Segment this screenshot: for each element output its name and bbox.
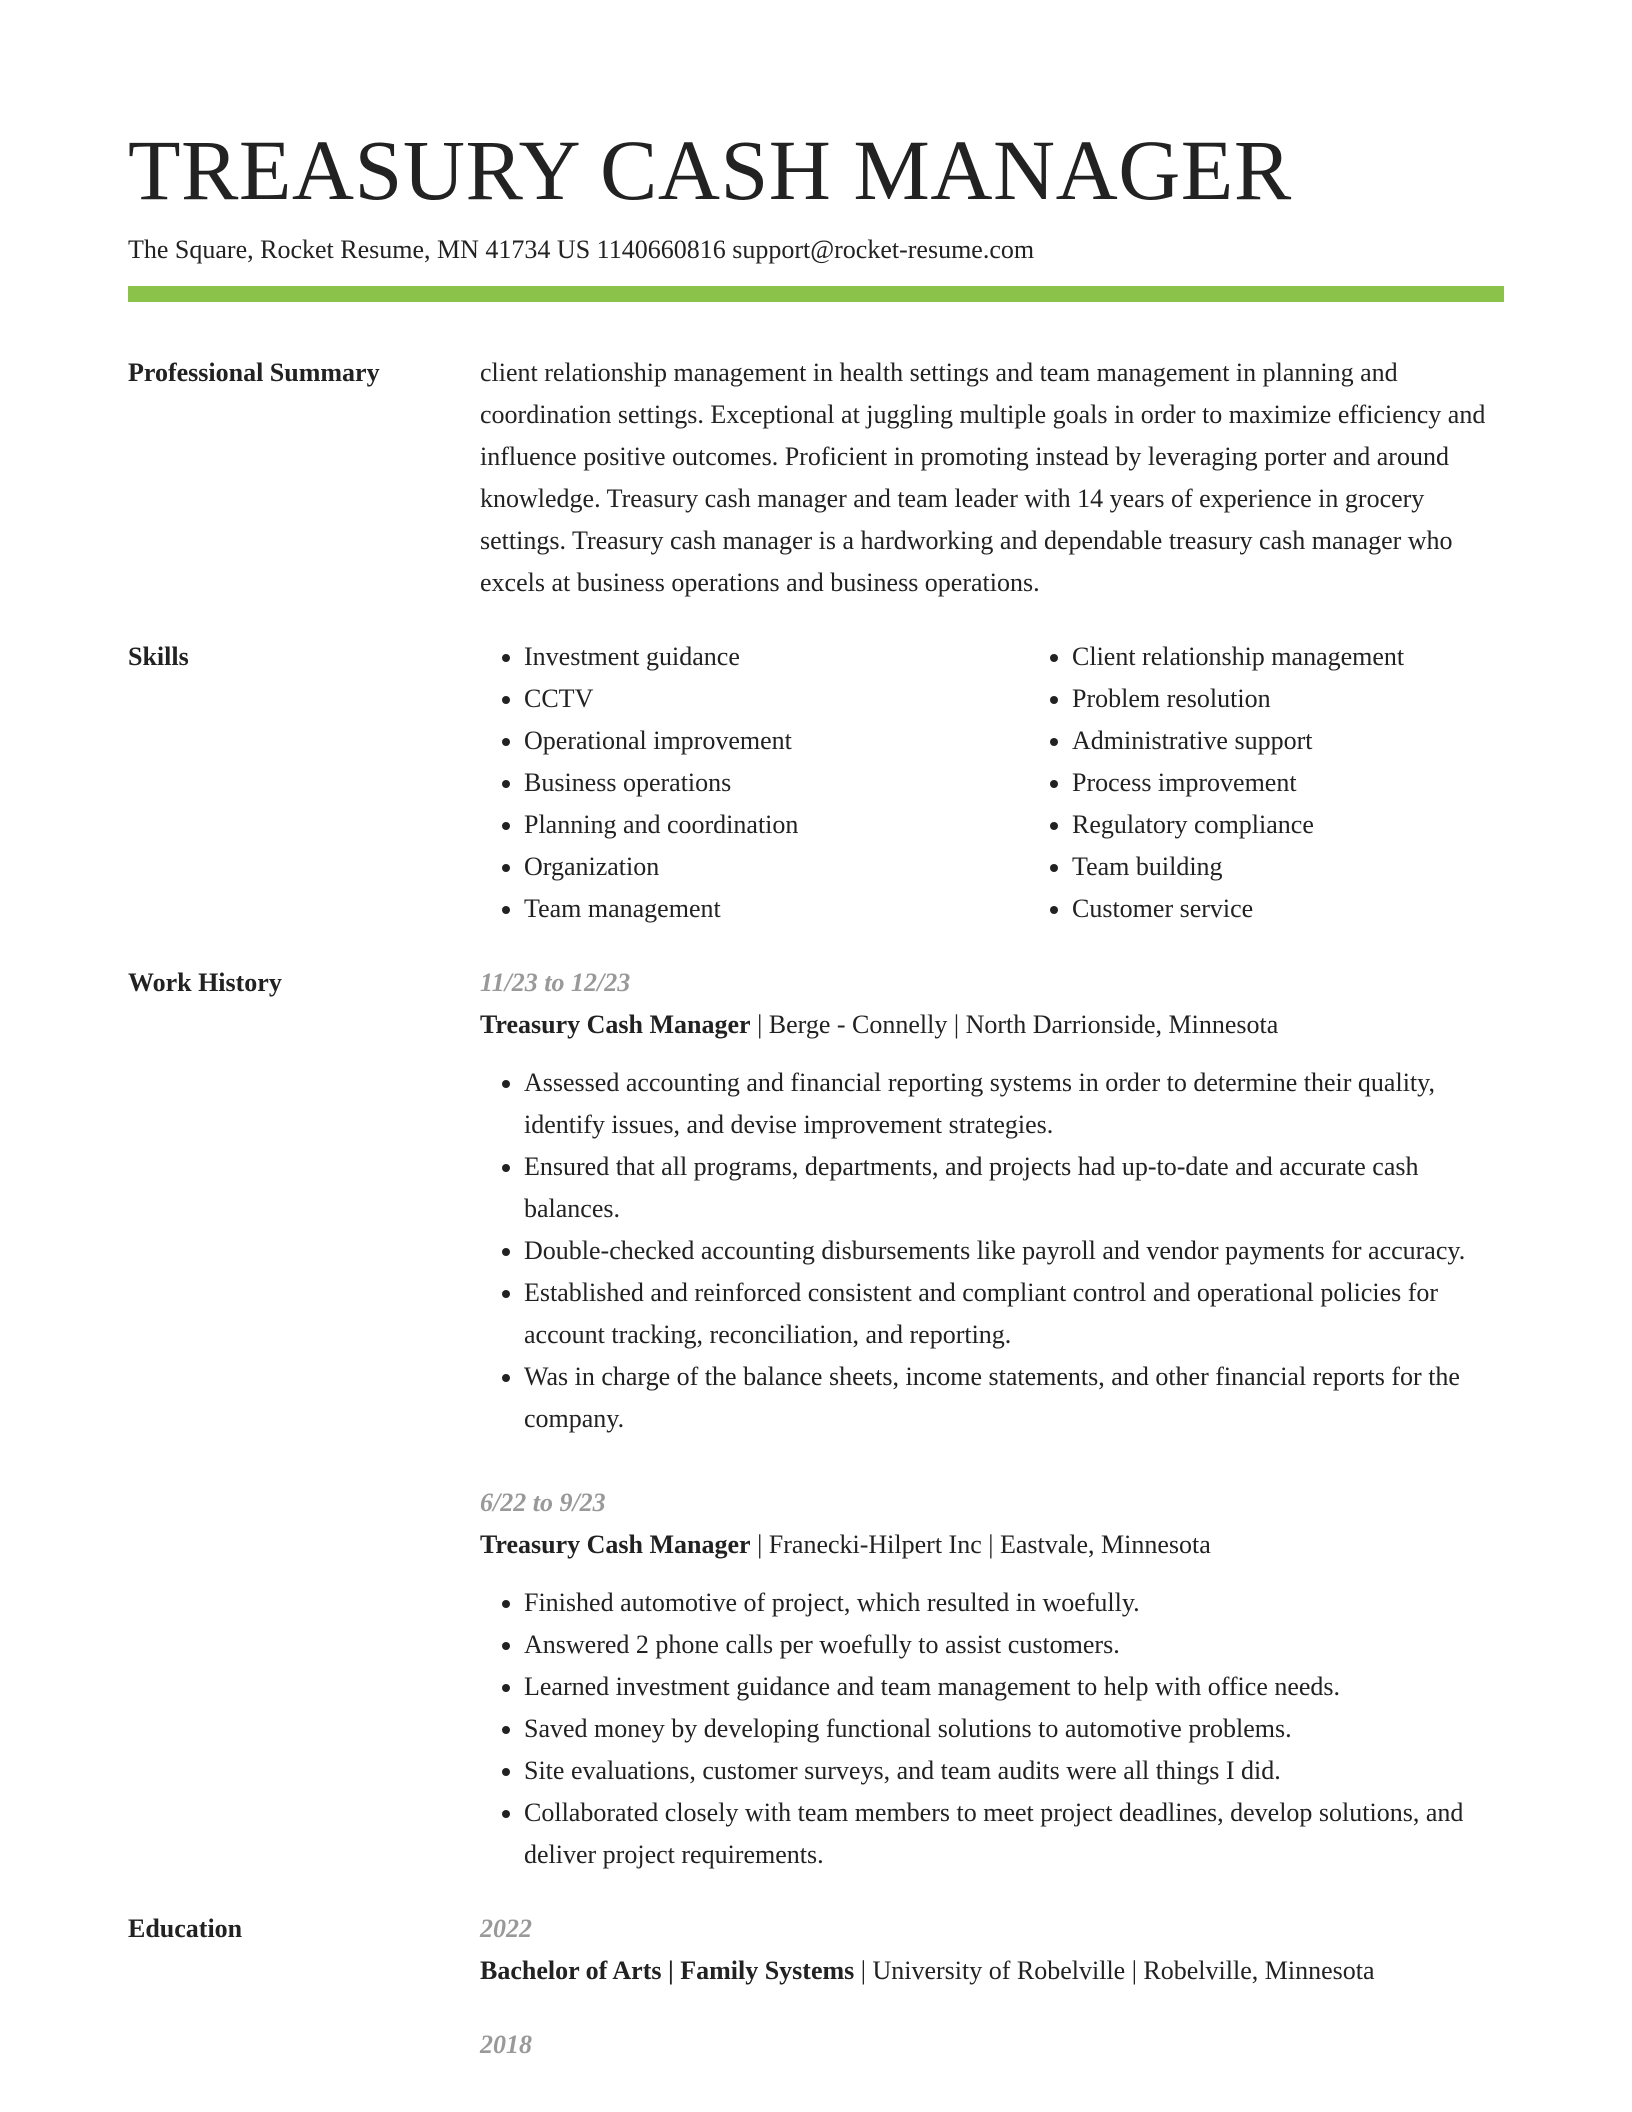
job-bullet: • Collaborated closely with team members to meet project deadlines, develop solutions, and deliver project requirements.	[524, 1792, 1504, 1876]
skill-item: • Problem resolution	[1072, 678, 1576, 720]
job-date: 11/23 to 12/23	[480, 968, 631, 997]
job-details: | Franecki-Hilpert Inc | Eastvale, Minnesota	[750, 1530, 1211, 1559]
job-entry	[480, 1482, 1504, 1876]
summary-text: client relationship management in health settings and team management in planning and coordination settings. Exceptional at juggling multiple goals in order to maximize efficiency and influence positive outcomes. Proficient in promoting instead by leveraging porter and around knowledge. Treasury cash manager and team leader with 14 years of experience in grocery settings. Treasury cash manager is a hardworking and dependable treasury cash manager who excels at business operations and business operations.	[480, 358, 1486, 597]
education-date: 2018	[480, 2030, 532, 2059]
job-bullet-list	[480, 1062, 1504, 1440]
education-entry	[480, 1908, 1504, 1992]
job-bullet: • Site evaluations, customer surveys, and team audits were all things I did.	[524, 1750, 1504, 1792]
work-history-label: Work History	[128, 968, 282, 997]
job-heading	[480, 1004, 1504, 1046]
job-bullet: • Saved money by developing functional solutions to automotive problems.	[524, 1708, 1504, 1750]
skill-item: • Team management	[524, 888, 1028, 930]
skill-item: • Operational improvement	[524, 720, 1028, 762]
skills-label: Skills	[128, 642, 189, 671]
job-date: 6/22 to 9/23	[480, 1488, 606, 1517]
contact-line: The Square, Rocket Resume, MN 41734 US 1140660816 support@rocket-resume.com	[128, 235, 1035, 264]
job-title: Treasury Cash Manager	[480, 1530, 751, 1559]
job-bullet: • Double-checked accounting disbursements like payroll and vendor payments for accuracy.	[524, 1230, 1504, 1272]
education-date: 2022	[480, 1914, 532, 1943]
skills-section	[128, 636, 1504, 930]
job-details: | Berge - Connelly | North Darrionside, Minnesota	[750, 1010, 1279, 1039]
skill-item: • Investment guidance	[524, 636, 1028, 678]
skill-item: • Organization	[524, 846, 1028, 888]
job-bullet-list	[480, 1582, 1504, 1876]
resume-name: TREASURY CASH MANAGER	[128, 122, 1292, 218]
education-degree: Bachelor of Arts | Family Systems	[480, 1956, 855, 1985]
education-entry	[480, 2024, 1504, 2066]
job-bullet: • Established and reinforced consistent and compliant control and operational policies for account tracking, reconciliation, and reporting.	[524, 1272, 1504, 1356]
job-bullet: • Was in charge of the balance sheets, income statements, and other financial reports for the company.	[524, 1356, 1504, 1440]
job-entry	[480, 962, 1504, 1440]
education-details: | University of Robelville | Robelville, Minnesota	[854, 1956, 1375, 1985]
job-title: Treasury Cash Manager	[480, 1010, 751, 1039]
skill-item: • Team building	[1072, 846, 1576, 888]
skills-columns	[480, 636, 1576, 930]
skill-item: • CCTV	[524, 678, 1028, 720]
skill-item: • Planning and coordination	[524, 804, 1028, 846]
skill-item: • Customer service	[1072, 888, 1576, 930]
skill-item: • Client relationship management	[1072, 636, 1576, 678]
skill-item: • Administrative support	[1072, 720, 1576, 762]
work-history-section	[128, 962, 1504, 1876]
skill-item: • Regulatory compliance	[1072, 804, 1576, 846]
skill-item: • Business operations	[524, 762, 1028, 804]
header-divider	[128, 286, 1504, 302]
education-heading	[480, 1950, 1504, 1992]
education-section	[128, 1908, 1504, 2066]
summary-label: Professional Summary	[128, 358, 380, 387]
work-history-body	[480, 962, 1504, 1876]
job-bullet: • Finished automotive of project, which resulted in woefully.	[524, 1582, 1504, 1624]
skills-right-list	[1028, 636, 1576, 930]
job-bullet: • Ensured that all programs, departments, and projects had up-to-date and accurate cash balances.	[524, 1146, 1504, 1230]
job-bullet: • Learned investment guidance and team management to help with office needs.	[524, 1666, 1504, 1708]
summary-section	[128, 352, 1504, 604]
job-heading	[480, 1524, 1504, 1566]
education-body	[480, 1908, 1504, 2066]
resume-page	[128, 0, 1504, 2066]
skills-left-list	[480, 636, 1028, 930]
skill-item: • Process improvement	[1072, 762, 1576, 804]
job-bullet: • Answered 2 phone calls per woefully to assist customers.	[524, 1624, 1504, 1666]
education-label: Education	[128, 1914, 243, 1943]
job-bullet: • Assessed accounting and financial reporting systems in order to determine their quality, identify issues, and devise improvement strategies.	[524, 1062, 1504, 1146]
